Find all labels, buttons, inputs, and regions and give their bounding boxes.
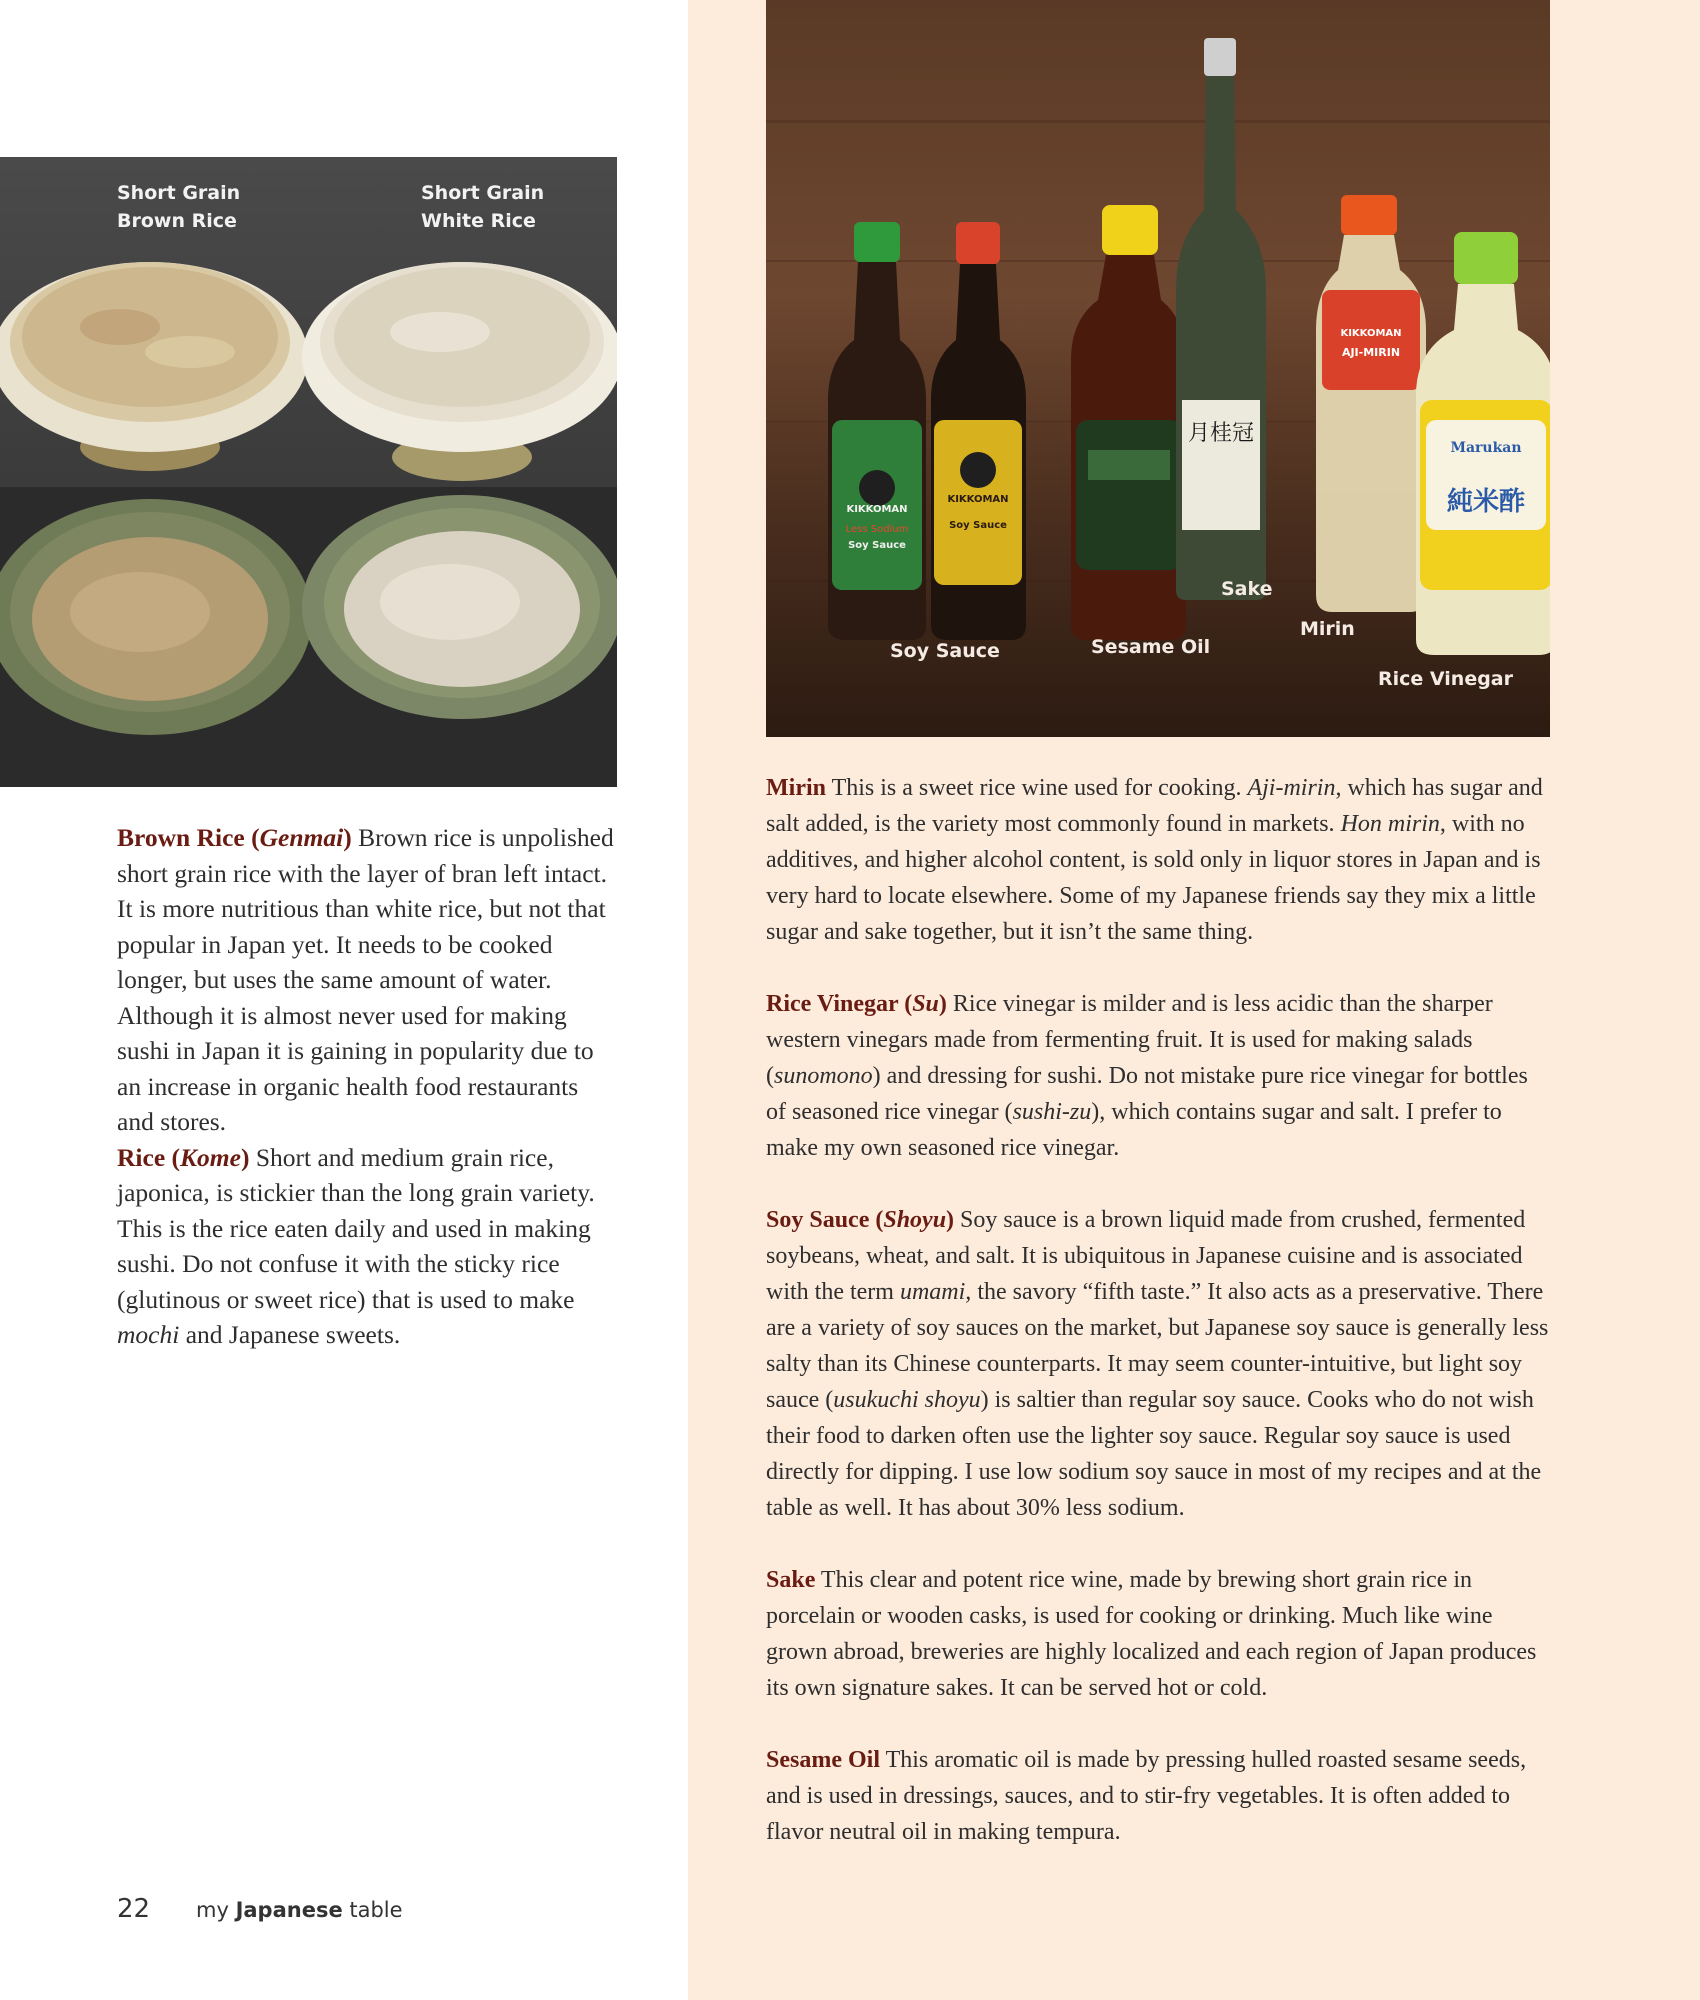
entry-sake: Sake This clear and potent rice wine, made by brewing short grain rice in porcelain or wooden casks, is used for cooking or drinking. Much like wine grown abroad, breweries are highly localized and each region of Japan produces its own signature sakes. It can be served hot or cold. [766,1567,1537,1701]
bottle2-soy-sauce: Soy Sauce [949,520,1007,531]
label-white-line1: Short Grain [421,182,545,204]
label-brown-line1: Short Grain [117,182,241,204]
term-rice: Rice (Kome) [117,1142,250,1172]
bottle1-brand: KIKKOMAN [846,504,908,515]
label-mirin: Mirin [1300,618,1355,640]
term-mirin: Mirin [766,775,826,801]
entry-sesame-oil: Sesame Oil This aromatic oil is made by pressing hulled roasted sesame seeds, and is used in dressings, sauces, and to stir-fry vegetables. It is often added to flavor neutral oil in making tempura. [766,1747,1527,1845]
bottle5-brand: KIKKOMAN [1340,328,1402,339]
label-soy-sauce: Soy Sauce [890,640,1000,662]
term-sesame-oil: Sesame Oil [766,1747,880,1773]
condiments-photo [766,0,1550,737]
brown-rice-body: Brown rice is unpolished short grain rice with the layer of bran left intact. It is more nutritious than white rice, but not that popular in Japan yet. It needs to be cooked longer, but uses the same amount of water. Although it is almost never used for making sushi in Japan it is gaining in popularity due to an increase in organic health food restaurants and stores. [117,823,614,1136]
entry-mirin: Mirin This is a sweet rice wine used for cooking. Aji-mirin, which has sugar and salt added, is the variety most commonly found in markets. Hon mirin, with no additives, and higher alcohol content, is sold only in liquor stores in Japan and is very hard to locate elsewhere. Some of my Japanese friends say they mix a little sugar and sake together, but it isn’t the same thing. [766,775,1543,945]
running-head-book-title: my Japanese table [196,1898,403,1922]
entry-brown-rice [117,820,617,1140]
label-sesame-oil: Sesame Oil [1091,636,1211,658]
entry-soy-sauce: Soy Sauce (Shoyu) Soy sauce is a brown liquid made from crushed, fermented soybeans, wheat, and salt. It is ubiquitous in Japanese cuisine and is associated with the term umami, the savory “fifth taste.” It also acts as a preservative. There are a variety of soy sauces on the market, but Japanese soy sauce is generally less salty than its Chinese counterparts. It may seem counter-intuitive, but light soy sauce (usukuchi shoyu) is saltier than regular soy sauce. Cooks who do not wish their food to darken often use the lighter soy sauce. Regular soy sauce is used directly for dipping. I use low sodium soy sauce in most of my recipes and at the table as well. It has about 30% less sodium. [766,1207,1549,1521]
label-rice-vinegar: Rice Vinegar [1378,668,1513,690]
rice-bowls-illustration [0,157,617,787]
label-sake: Sake [1221,578,1273,600]
rice-photo [0,157,617,787]
entry-rice-vinegar: Rice Vinegar (Su) Rice vinegar is milder and is less acidic than the sharper western vinegars made from fermenting fruit. It is used for making salads (sunomono) and dressing for sushi. Do not mistake pure rice vinegar for bottles of seasoned rice vinegar (sushi-zu), which contains sugar and salt. I prefer to make my own seasoned rice vinegar. [766,991,1528,1161]
page-number: 22 [117,1894,151,1924]
term-soy-sauce: Soy Sauce (Shoyu) [766,1207,955,1233]
bottle5-aji-mirin: AJI-MIRIN [1341,346,1401,359]
rice-body-2: and Japanese sweets. [179,1320,401,1349]
left-column-text [117,820,617,1353]
bottle4-kanji: 月桂冠 [1187,421,1255,446]
label-brown-line2: Brown Rice [117,210,237,232]
term-sake: Sake [766,1567,816,1593]
bottle1-soy-sauce: Soy Sauce [848,540,906,551]
bottle6-brand: Marukan [1450,440,1522,456]
label-short-grain-brown-rice [117,179,240,235]
term-rice-vinegar: Rice Vinegar (Su) [766,991,947,1017]
bottle6-kanji: 純米酢 [1446,487,1526,517]
entry-rice [117,1140,617,1353]
bottle2-brand: KIKKOMAN [947,494,1009,505]
term-brown-rice: Brown Rice (Genmai) [117,823,352,852]
rice-body-em: mochi [117,1320,180,1349]
bottle1-less-sodium: Less Sodium [845,524,909,535]
condiment-bottles-illustration [766,0,1550,737]
label-white-line2: White Rice [421,210,536,232]
label-short-grain-white-rice [421,179,544,235]
right-column-text [766,770,1552,1886]
rice-body-1: Short and medium grain rice, japonica, is stickier than the long grain variety. This is the rice eaten daily and used in making sushi. Do not confuse it with the sticky rice (glutinous or sweet rice) that is used to make [117,1142,595,1314]
